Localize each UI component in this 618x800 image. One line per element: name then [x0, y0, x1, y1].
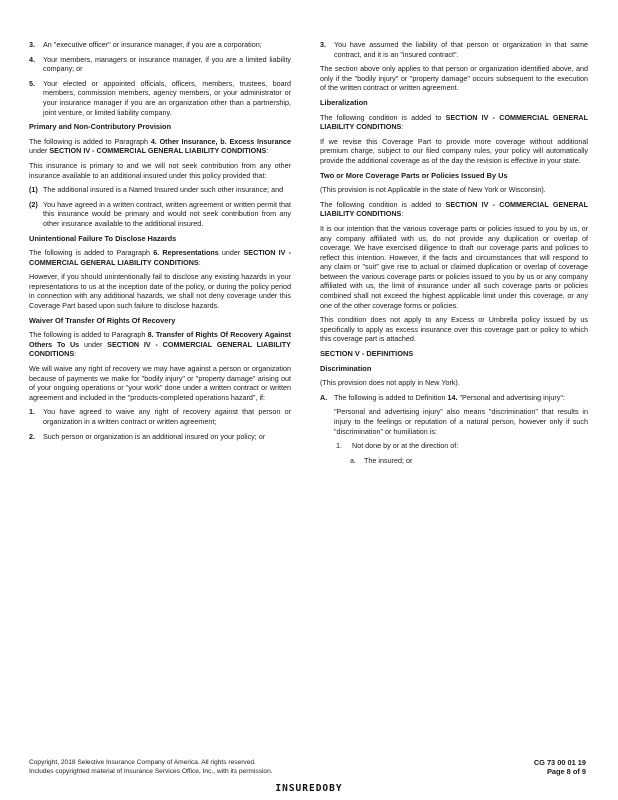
- text-run: The following is added to Definition: [334, 392, 448, 402]
- paragraph: The section above only applies to that person or organization identified above, and only if the "bodily injury" or "property damage" occurs subsequent to the execution of the written contract or written agreement.: [320, 64, 588, 93]
- item-number: (1): [29, 185, 38, 195]
- text-run: "Personal and advertising injury":: [457, 392, 565, 402]
- list-item: [29, 55, 291, 74]
- right-column: [320, 40, 588, 470]
- text-run: The following condition is added to: [320, 199, 446, 209]
- text-run: The following is added to Paragraph: [29, 330, 148, 340]
- form-number: CG 73 00 01 19: [533, 758, 586, 767]
- text-run: under: [79, 339, 108, 349]
- item-text: Such person or organization is an additional insured on your policy; or: [43, 431, 266, 441]
- item-text: Not done by or at the direction of:: [352, 441, 459, 451]
- text-run: under: [29, 146, 50, 156]
- text-run-bold: SECTION IV - COMMERCIAL GENERAL LIABILITY CONDITIONS: [29, 248, 291, 267]
- text-run-bold: SECTION IV - COMMERCIAL GENERAL LIABILITY CONDITIONS: [320, 112, 589, 132]
- paragraph: "Personal and advertising injury" also means "discrimination" that results in injury to the feelings or reputation of a natural person, however only if such "discrimination" or humiliation is:: [334, 407, 588, 436]
- item-number: 3.: [320, 40, 326, 49]
- text-run: :: [266, 146, 269, 156]
- left-column: [29, 40, 291, 446]
- list-item: [29, 79, 291, 117]
- copyright-line: Includes copyrighted material of Insurance Services Office, Inc., with its permission.: [29, 768, 273, 775]
- list-item: [320, 393, 588, 403]
- form-footer: [496, 758, 586, 776]
- list-item: [29, 407, 291, 426]
- text-run: The following condition is added to: [320, 112, 446, 122]
- section-heading: SECTION V - DEFINITIONS: [320, 349, 414, 359]
- paragraph: [29, 248, 291, 267]
- item-text: An "executive officer" or insurance manager, if you are a corporation;: [43, 40, 262, 49]
- item-text: The insured; or: [364, 455, 413, 465]
- paragraph: We will waive any right of recovery we may have against a person or organization because of payments we make for "bodily injury" or "property damage" arising out of your ongoing operations or "your work" done under a written contract or written agreement and included in the "products-completed operations hazard", if:: [29, 364, 291, 402]
- text-run-bold: 6. Representations: [153, 248, 219, 258]
- list-item: [29, 432, 291, 442]
- text-run: The following is added to Paragraph: [29, 136, 151, 146]
- item-text: You have assumed the liability of that person or organization in that same contract, and it is an "insured contract".: [334, 40, 588, 59]
- section-heading: Waiver Of Transfer Of Rights Of Recovery: [29, 315, 176, 325]
- paragraph: [29, 330, 291, 359]
- item-number: 4.: [29, 54, 35, 64]
- item-number: 5.: [29, 78, 35, 88]
- item-text: You have agreed to waive any right of recovery against that person or organization in a written contract or written agreement;: [43, 407, 291, 426]
- item-number: 2.: [29, 431, 35, 441]
- item-text: The additional insured is a Named Insured under such other insurance; and: [43, 185, 284, 195]
- section-heading: Unintentional Failure To Disclose Hazards: [29, 233, 177, 243]
- item-number: 1.: [29, 407, 35, 417]
- list-item: [320, 40, 588, 59]
- paragraph: If we revise this Coverage Part to provide more coverage without additional premium charge, subject to our filed company rules, your policy will automatically provide the additional coverage as of the day the revision is effective in your state.: [320, 136, 588, 165]
- paragraph: It is our intention that the various coverage parts or policies issued to you by us, or any company affiliated with us, do not provide any duplication or overlap of coverage. We have exercised diligence to draft our coverage parts and policies to reflect this intention. However, if the facts and circumstances that will respond to any claim or "suit" give rise to actual or claimed duplication or overlap of coverage between the various coverage parts or policies issued to you by us or any company affiliated with us, the limit of insurance under all such coverage parts or policies combined shall not exceed the highest applicable limit under this coverage, or any one of the other coverage forms or policies.: [320, 223, 588, 310]
- text-run: :: [74, 349, 77, 359]
- paragraph: (This provision is not Applicable in the state of New York or Wisconsin).: [320, 185, 546, 195]
- text-run-bold: SECTION IV - COMMERCIAL GENERAL LIABILITY CONDITIONS: [320, 199, 589, 219]
- item-text: Your members, managers or insurance manager, if you are a limited liability company; or: [43, 54, 291, 74]
- item-number: a.: [350, 455, 356, 465]
- list-item: [29, 185, 291, 195]
- text-run: under: [218, 248, 244, 258]
- item-text: Your elected or appointed officials, officers, members, trustees, board members, commission members, agency members, or your administrator or your insurance manager if you are an organization other than a partnership, joint venture, or limited liability company.: [43, 78, 291, 117]
- item-number: 3.: [29, 40, 35, 49]
- paragraph: However, if you should unintentionally fail to disclose any existing hazards in your representations to us at the inception date of the policy, or during the policy period in connection with any additional hazards, we shall not deny coverage under this Coverage Part based upon such failure to disclose hazards.: [29, 272, 291, 311]
- paragraph: This condition does not apply to any Excess or Umbrella policy issued by us specifically to apply as excess insurance over this coverage part or policy to which this coverage part is attached.: [320, 315, 588, 344]
- list-item: [336, 441, 588, 451]
- paragraph: This insurance is primary to and we will not seek contribution from any other insurance available to an additional insured under this policy provided that:: [29, 160, 291, 180]
- list-item: [29, 200, 291, 229]
- section-heading: Two or More Coverage Parts or Policies Issued By Us: [320, 170, 508, 180]
- paragraph: [29, 137, 291, 156]
- text-run-bold: 14.: [447, 392, 458, 402]
- item-number: (2): [29, 199, 38, 209]
- page-number: Page 8 of 9: [546, 767, 586, 776]
- text-run-bold: 4. Other Insurance, b. Excess Insurance: [150, 136, 291, 146]
- item-text: You have agreed in a written contract, written agreement or written permit that this insurance would be primary and would not seek contribution from any other insurance available to the additional insured.: [43, 199, 291, 228]
- copyright-line: Copyright, 2018 Selective Insurance Company of America. All rights reserved.: [29, 759, 256, 766]
- paragraph: [320, 113, 588, 132]
- paragraph: [320, 200, 588, 219]
- text-run: The following is added to Paragraph: [29, 248, 154, 258]
- text-run: :: [401, 209, 404, 219]
- item-text: [334, 393, 588, 403]
- list-item: [29, 40, 291, 50]
- watermark-logo: INSUREDOBY: [275, 783, 343, 794]
- text-run-bold: SECTION IV - COMMERCIAL GENERAL LIABILITY CONDITIONS: [49, 146, 267, 156]
- section-heading: Discrimination: [320, 363, 372, 373]
- item-number: 1.: [336, 441, 342, 451]
- list-item: [350, 456, 588, 466]
- text-run: :: [198, 257, 201, 267]
- copyright-footer: [29, 758, 389, 776]
- text-run-bold: 8. Transfer of Rights Of Recovery Against Others To Us: [29, 330, 291, 349]
- section-heading: Liberalization: [320, 97, 368, 107]
- paragraph: (This provision does not apply in New York).: [320, 378, 460, 388]
- item-number: A.: [320, 392, 328, 402]
- text-run: :: [401, 122, 404, 132]
- section-heading: Primary and Non-Contributory Provision: [29, 122, 172, 132]
- text-run-bold: SECTION IV - COMMERCIAL GENERAL LIABILITY CONDITIONS: [29, 339, 291, 359]
